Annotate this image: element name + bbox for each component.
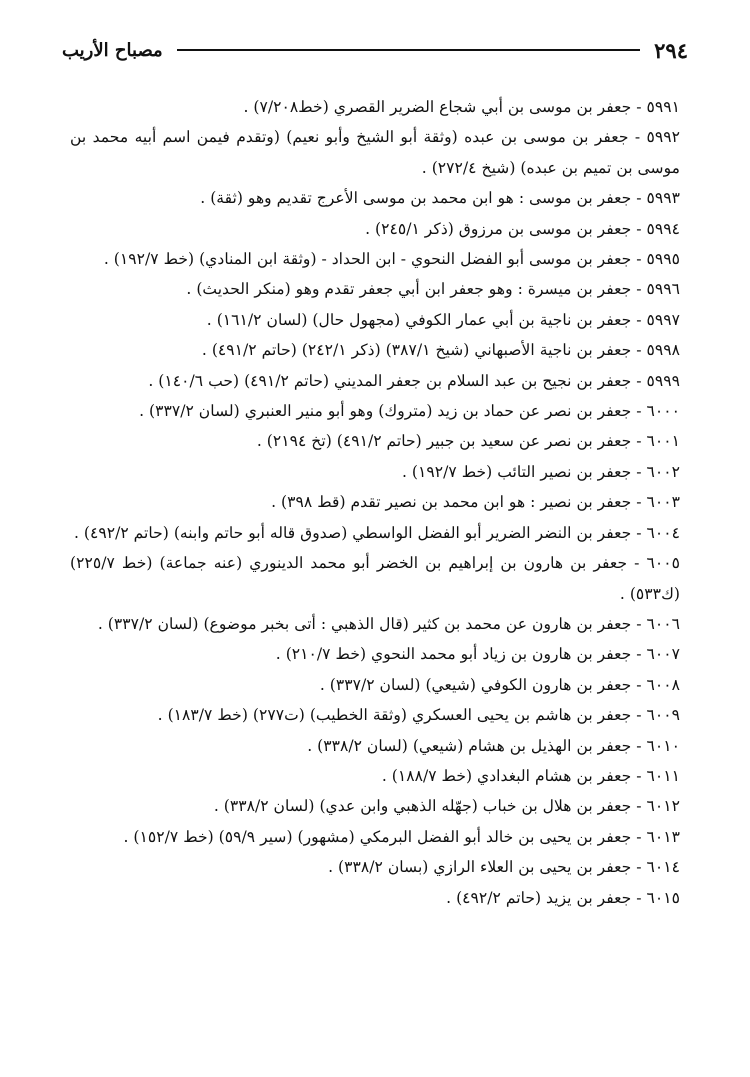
entry-5995: ٥٩٩٥ - جعفر بن موسى أبو الفضل النحوي - ابن الحداد - (وثقة ابن المنادي) (خط ١٩٢/٧) . (103, 250, 680, 269)
entry-6008: ٦٠٠٨ - جعفر بن هارون الكوفي (شيعي) (لسان ٣٣٧/٢) . (319, 675, 680, 694)
entry-6014: ٦٠١٤ - جعفر بن يحيى بن العلاء الرازي (بسان ٣٣٨/٢) . (328, 858, 680, 877)
entry-6005: ٦٠٠٥ - جعفر بن هارون بن إبراهيم بن الخضر أبو محمد الدينوري (عنه جماعة) (خط ٢٢٥/٧) (ك٥٣٣) . (70, 554, 680, 603)
entry-list (70, 92, 680, 913)
entry-6015: ٦٠١٥ - جعفر بن يزيد (حاتم ٤٩٢/٢) . (446, 888, 680, 907)
entry-6003: ٦٠٠٣ - جعفر بن نصير : هو ابن محمد بن نصير تقدم (قط ٣٩٨) . (271, 493, 680, 512)
entry-5993: ٥٩٩٣ - جعفر بن موسى : هو ابن محمد بن موسى الأعرج تقديم وهو (ثقة) . (200, 189, 680, 208)
entry-5999: ٥٩٩٩ - جعفر بن نجيح بن عبد السلام بن جعفر المديني (حاتم ٤٩١/٢) (حب ١٤٠/٦) . (148, 371, 680, 390)
entry-5996: ٥٩٩٦ - جعفر بن ميسرة : وهو جعفر ابن أبي جعفر تقدم وهو (منكر الحديث) . (186, 280, 680, 299)
header-rule (177, 49, 640, 51)
entry-6004: ٦٠٠٤ - جعفر بن النضر الضرير أبو الفضل الواسطي (صدوق قاله أبو حاتم وابنه) (حاتم ٤٩٢/٢) . (73, 523, 680, 542)
entry-6009: ٦٠٠٩ - جعفر بن هاشم بن يحيى العسكري (وثقة الخطيب) (ت٢٧٧) (خط ١٨٣/٧) . (157, 706, 680, 725)
entry-6013: ٦٠١٣ - جعفر بن يحيى بن خالد أبو الفضل البرمكي (مشهور) (سير ٥٩/٩) (خط ١٥٢/٧) . (123, 827, 680, 846)
entry-6011: ٦٠١١ - جعفر بن هشام البغدادي (خط ١٨٨/٧) . (381, 766, 680, 785)
entry-6012: ٦٠١٢ - جعفر بن هلال بن خباب (جهّله الذهبي وابن عدي) (لسان ٣٣٨/٢) . (213, 797, 680, 816)
entry-5998: ٥٩٩٨ - جعفر بن ناجية الأصبهاني (شيخ ٣٨٧/١) (ذكر ٢٤٢/١) (حاتم ٤٩١/٢) . (201, 341, 680, 360)
entry-6001: ٦٠٠١ - جعفر بن نصر عن سعيد بن جبير (حاتم ٤٩١/٢) (تخ ٢١٩٤) . (256, 432, 680, 451)
entry-5997: ٥٩٩٧ - جعفر بن ناجية بن أبي عمار الكوفي (مجهول حال) (لسان ١٦١/٢) . (206, 310, 680, 329)
entry-6000: ٦٠٠٠ - جعفر بن نصر عن حماد بن زيد (متروك) وهو أبو منير العنبري (لسان ٣٣٧/٢) . (139, 402, 680, 421)
book-title: مصباح الأريب (62, 39, 163, 61)
entry-6002: ٦٠٠٢ - جعفر بن نصير التائب (خط ١٩٢/٧) . (401, 462, 680, 481)
entry-6006: ٦٠٠٦ - جعفر بن هارون عن محمد بن كثير (قال الذهبي : أتى بخبر موضوع) (لسان ٣٣٧/٢) . (97, 614, 680, 633)
entry-5992: ٥٩٩٢ - جعفر بن موسى بن عبده (وثقة أبو الشيخ وأبو نعيم) (وتقدم فيمن اسم أبيه محمد بن موسى بن تميم بن عبده) (شيخ ٢٧٢/٤) . (70, 128, 680, 177)
entry-5994: ٥٩٩٤ - جعفر بن موسى بن مرزوق (ذكر ٢٤٥/١) . (365, 219, 680, 238)
entry-6007: ٦٠٠٧ - جعفر بن هارون بن زياد أبو محمد النحوي (خط ٢١٠/٧) . (275, 645, 680, 664)
page-header (62, 36, 688, 64)
page-number: ٢٩٤ (654, 37, 688, 63)
entry-5991: ٥٩٩١ - جعفر بن موسى بن أبي شجاع الضرير القصري (خط٧/٢٠٨) . (243, 98, 680, 116)
entry-6010: ٦٠١٠ - جعفر بن الهذيل بن هشام (شيعي) (لسان ٣٣٨/٢) . (307, 736, 680, 755)
